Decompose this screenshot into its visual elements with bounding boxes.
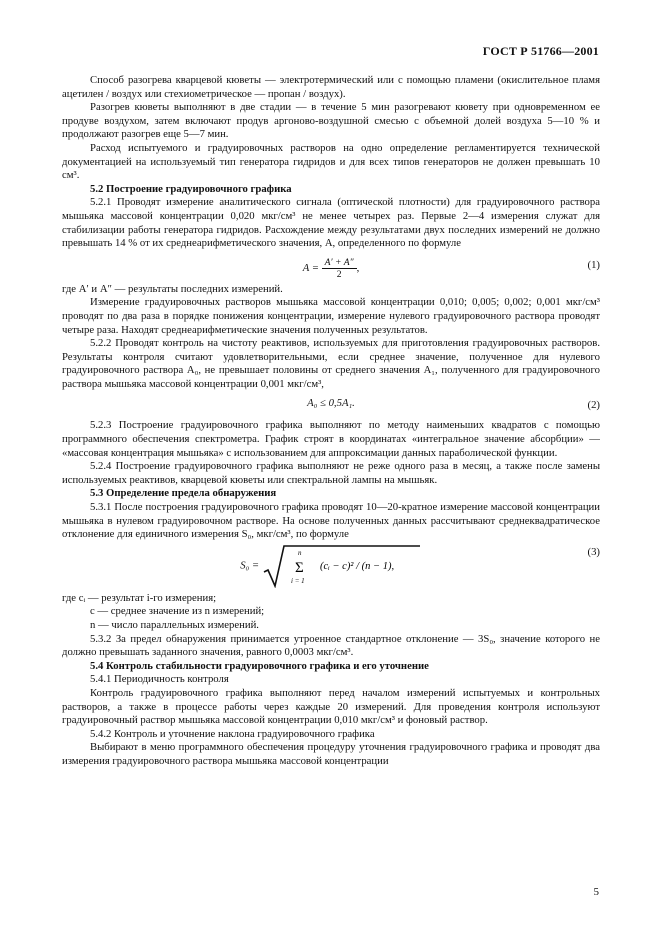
formula-3-body: (cᵢ − c)² / (n − 1),	[319, 560, 394, 572]
paragraph-5-4-2: 5.4.2 Контроль и уточнение наклона градуировочного графика	[90, 727, 375, 740]
formula-2-number: (2)	[587, 399, 600, 412]
formula-3	[62, 542, 600, 592]
formula-2-expression: A₀ ≤ 0,5A₁.	[307, 397, 355, 410]
paragraph: Выбирают в меню программного обеспечения процедуру уточнения градуировочного графика и проводят два измерения градуировочного раствора мышьяка массовой концентрации	[62, 741, 600, 767]
svg-text:Σ: Σ	[294, 559, 304, 576]
formula-3-root	[262, 544, 422, 588]
paragraph-5-2-2: 5.2.2 Проводят контроль на чистоту реактивов, используемых для приготовления градуировочных растворов. Результаты контроля считают удовлетворительными, если среднее значение, полученное для нулевого градуировочного раствора A₀, не превышает половины от среднего значения A₁, полученного для градуировочного раствора мышьяка массовой концентрации 0,001 мкг/см³,	[62, 337, 600, 390]
paragraph: Контроль градуировочного графика выполняют перед началом измерений испытуемых и контрольных растворов, а также в процессе работы через каждые 20 измерений. Для проведения контроля используют градуировочный раствор мышьяка массовой концентрации 0,010 мкг/см³ и фоновый раствор.	[62, 686, 600, 727]
formula-1-fraction	[322, 257, 357, 280]
paragraph: Разогрев кюветы выполняют в две стадии — в течение 5 мин разогревают кювету при одновременном ее продуве воздухом, затем включают продув аргоново-воздушной смесью с объемной долей воздуха 5—10 % и продолжают разогрев еще 5—7 мин.	[62, 101, 600, 141]
paragraph: где A′ и A″ — результаты последних измерений.	[62, 282, 283, 295]
page-number: 5	[593, 886, 599, 898]
standard-header: ГОСТ Р 51766—2001	[482, 44, 599, 58]
section-heading-5-2: 5.2 Построение градуировочного графика	[90, 182, 292, 195]
root-sign-icon	[262, 544, 422, 588]
formula-1-lhs: A =	[302, 261, 319, 274]
formula-3-lhs: S₀ =	[240, 559, 260, 572]
formula-1-number: (1)	[587, 258, 600, 271]
formula-1-denominator: 2	[336, 268, 342, 280]
paragraph-5-4-1: 5.4.1 Периодичность контроля	[90, 673, 229, 686]
formula-1	[62, 251, 600, 283]
sum-lower-limit: i = 1	[290, 576, 305, 585]
section-heading-5-3: 5.3 Определение предела обнаружения	[90, 487, 277, 500]
paragraph-5-3-2: 5.3.2 За предел обнаружения принимается утроенное стандартное отклонение — 3S₀, значение которого не должно превышать заданного значения, равного 0,0003 мкг/см³.	[62, 632, 600, 659]
document-body	[62, 74, 600, 769]
paragraph-5-3-1: 5.3.1 После построения градуировочного графика проводят 10—20-кратное измерение массовой концентрации мышьяка в нулевом градуировочном растворе. На основе полученных данных рассчитывают среднеквадратическое отклонение для единичного измерения S₀, мкг/см³, по формуле	[62, 501, 600, 541]
paragraph-5-2-1: 5.2.1 Проводят измерение аналитического сигнала (оптической плотности) для градуировочного раствора мышьяка массовой концентрации 0,020 мкг/см³ не менее четырех раз. Первые 2—4 измерения служат для стабилизации работы генератора гидридов. Расхождение между результатами двух последних измерений не должно превышать 14 % от их среднеарифметического значения, А, определенного по формуле	[62, 196, 600, 250]
sum-upper-limit: n	[297, 548, 302, 557]
paragraph: Расход испытуемого и градуировочных растворов на одно определение регламентируется технической документацией на используемый тип генератора гидридов и для всех типов генераторов не должен превышать 10 см³.	[62, 141, 600, 182]
where-ci: где cᵢ — результат i-го измерения;	[62, 591, 217, 604]
where-c: c — среднее значение из n измерений;	[90, 605, 265, 618]
formula-1-numerator: A′ + A″	[322, 257, 357, 269]
formula-2	[62, 391, 600, 419]
paragraph: Измерение градуировочных растворов мышьяка массовой концентрации 0,010; 0,005; 0,002; 0,001 мкг/см³ проводят по два раза в порядке понижения концентрации, измерение нулевого градуировочного раствора проводят четыре раза. Находят среднеарифметические значения полученных результатов.	[62, 296, 600, 336]
paragraph-5-2-4: 5.2.4 Построение градуировочного графика выполняют не реже одного раза в месяц, а также после замены используемых реактивов, кварцевой кюветы или спектральной лампы на мышьяк.	[62, 460, 600, 486]
formula-3-number: (3)	[587, 545, 600, 558]
formula-1-tail: ,	[356, 261, 360, 274]
section-heading-5-4: 5.4 Контроль стабильности градуировочного графика и его уточнение	[90, 659, 429, 672]
paragraph: Способ разогрева кварцевой кюветы — электротермический или с помощью пламени (окислительное пламя ацетилен / воздух или стехиометрическое — пропан / воздух).	[62, 74, 600, 100]
paragraph-5-2-3: 5.2.3 Построение градуировочного графика выполняют по методу наименьших квадратов с помощью программного обеспечения спектрометра. График строят в координатах «интегральное значение абсорбции» — «массовая концентрация мышьяка» с использованием для аппроксимации данных параболической функции.	[62, 419, 600, 459]
where-n: n — число параллельных измерений.	[90, 619, 259, 631]
